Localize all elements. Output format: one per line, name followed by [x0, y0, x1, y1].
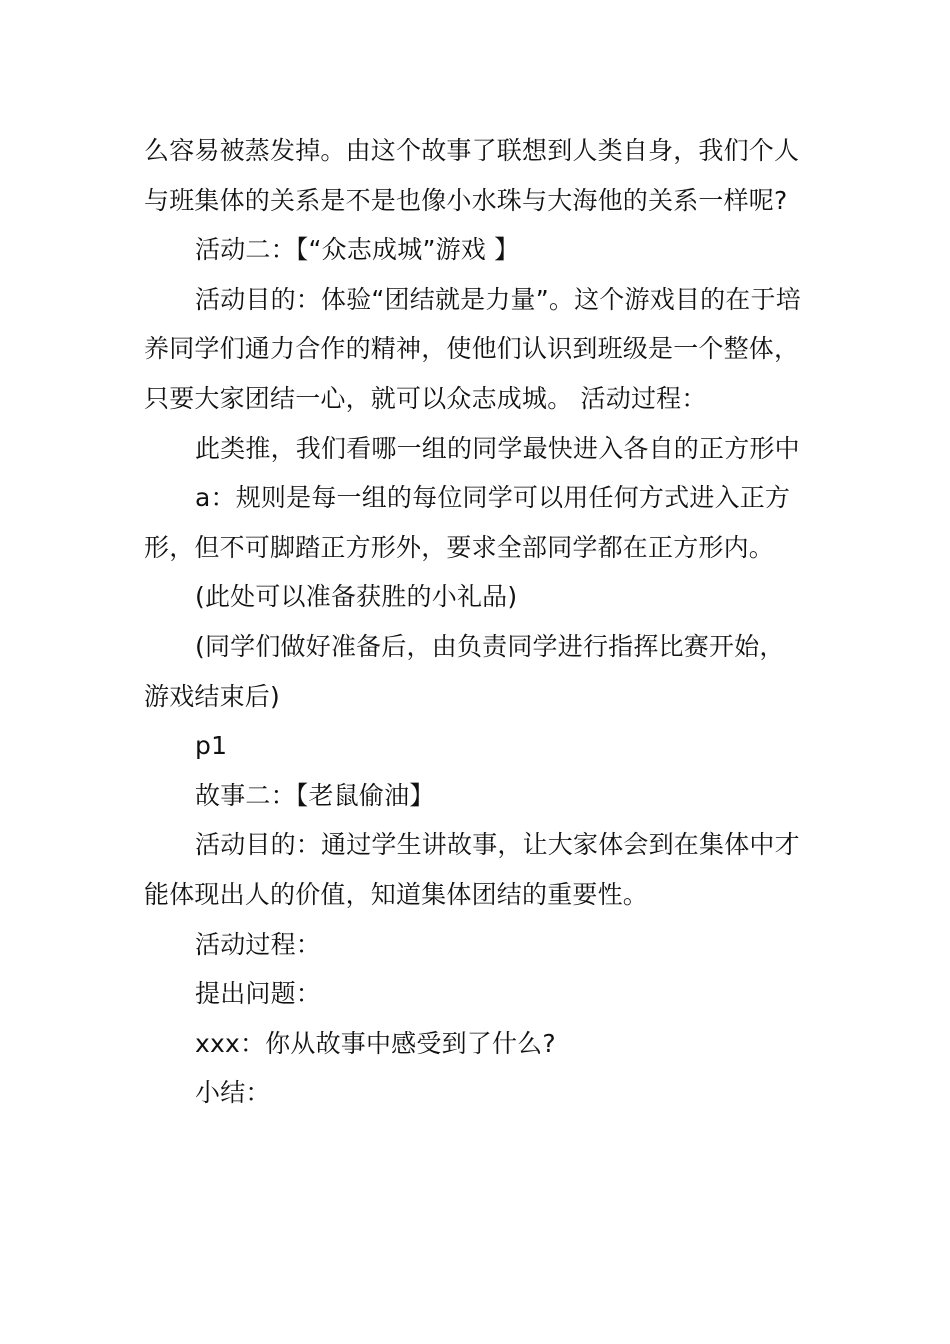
paragraph-gift-note: (此处可以准备获胜的小礼品) [195, 582, 518, 612]
paragraph-activity-process: 活动过程： [195, 929, 322, 959]
paragraph-raise-question: 提出问题： [195, 979, 322, 1009]
paragraph-xxx-question: xxx：你从故事中感受到了什么? [195, 1028, 556, 1058]
document-body [144, 126, 808, 1118]
paragraph-start-note: (同学们做好准备后，由负责同学进行指挥比赛开始，游戏结束后) [144, 631, 785, 711]
heading-activity-two: 活动二：【“众志成城”游戏 】 [195, 235, 520, 265]
paragraph-continuation: 么容易被蒸发掉。由这个故事了联想到人类自身，我们个人与班集体的关系是不是也像小水珠与大海他的关系一样呢? [144, 136, 800, 215]
paragraph-rule-a: a：规则是每一组的每位同学可以用任何方式进入正方形，但不可脚踏正方形外，要求全部同学都在正方形内。 [144, 483, 791, 562]
paragraph-p1: p1 [195, 731, 228, 761]
heading-story-two: 故事二：【老鼠偷油】 [195, 780, 435, 810]
paragraph-activity-two-goal: 活动目的：体验“团结就是力量”。这个游戏目的在于培养同学们通力合作的精神，使他们认识到班级是一个整体，只要大家团结一心，就可以众志成城。 活动过程： [144, 284, 801, 413]
paragraph-story-two-goal: 活动目的：通过学生讲故事，让大家体会到在集体中才能体现出人的价值，知道集体团结的重要性。 [144, 830, 800, 909]
paragraph-summary: 小结： [195, 1078, 271, 1108]
paragraph-analogy: 此类推，我们看哪一组的同学最快进入各自的正方形中 [195, 433, 800, 463]
